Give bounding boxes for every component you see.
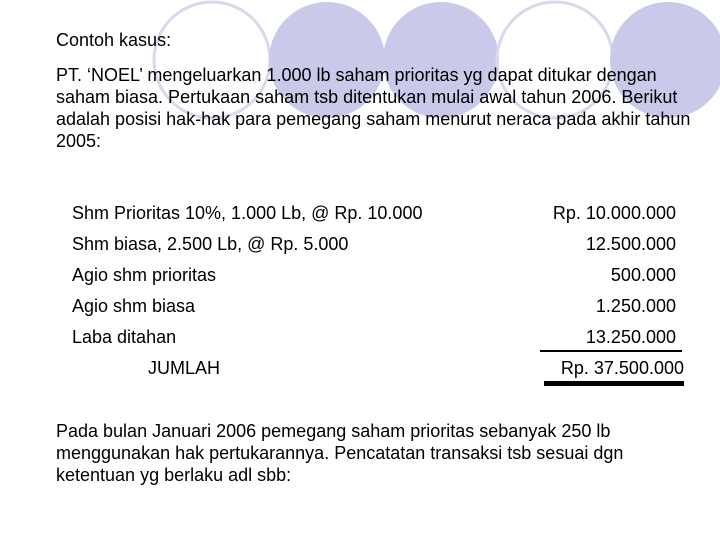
- row-value: 12.500.000: [585, 234, 676, 254]
- row-value: Rp. 10.000.000: [552, 203, 676, 223]
- table-row: [72, 293, 684, 324]
- row-label: Shm Prioritas 10%, 1.000 Lb, @ Rp. 10.000: [72, 203, 423, 223]
- balance-table: [72, 200, 684, 386]
- row-value: 13.250.000: [585, 327, 676, 347]
- row-label: Agio shm prioritas: [72, 265, 217, 285]
- row-label: Laba ditahan: [72, 327, 177, 347]
- total-label: JUMLAH: [148, 358, 221, 378]
- total-value: Rp. 37.500.000: [560, 358, 684, 378]
- outro-paragraph: Pada bulan Januari 2006 pemegang saham prioritas sebanyak 250 lb menggunakan hak pertukarannya. Pencatatan transaksi tsb sesuai dgn ketentuan yg berlaku adl sbb:: [56, 421, 624, 485]
- total-rule: [544, 381, 684, 386]
- page-heading: Contoh kasus:: [56, 30, 172, 50]
- table-row: [72, 200, 684, 231]
- row-label: Agio shm biasa: [72, 296, 196, 316]
- table-row: [72, 231, 684, 262]
- row-value: 500.000: [610, 265, 676, 285]
- intro-paragraph: PT. ‘NOEL’ mengeluarkan 1.000 lb saham prioritas yg dapat ditukar dengan saham biasa. Pertukaan saham tsb ditentukan mulai awal tahun 2006. Berikut adalah posisi hak-hak para pemegang saham menurut neraca pada akhir tahun 2005:: [56, 65, 691, 151]
- row-value: 1.250.000: [595, 296, 676, 316]
- row-label: Shm biasa, 2.500 Lb, @ Rp. 5.000: [72, 234, 349, 254]
- table-row: [72, 262, 684, 293]
- subtotal-rule: [540, 350, 682, 352]
